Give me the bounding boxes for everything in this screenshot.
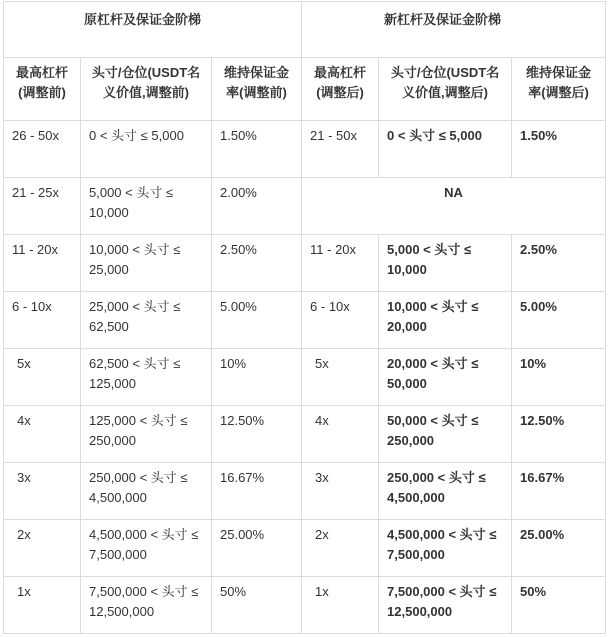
new-position-cell: 20,000 < 头寸 ≤ 50,000	[379, 349, 512, 406]
orig-leverage-cell: 11 - 20x	[4, 235, 81, 292]
orig-leverage-cell: 4x	[4, 406, 81, 463]
new-leverage-cell: 3x	[302, 463, 379, 520]
new-leverage-cell: 6 - 10x	[302, 292, 379, 349]
orig-margin-cell: 2.50%	[212, 235, 302, 292]
orig-margin-cell: 16.67%	[212, 463, 302, 520]
orig-margin-cell: 5.00%	[212, 292, 302, 349]
table-row	[4, 406, 606, 463]
new-margin-cell: 1.50%	[512, 121, 606, 178]
orig-margin-cell: 12.50%	[212, 406, 302, 463]
new-margin-cell: 25.00%	[512, 520, 606, 577]
new-margin-cell: 10%	[512, 349, 606, 406]
orig-margin-cell: 2.00%	[212, 178, 302, 235]
orig-position-cell: 62,500 < 头寸 ≤ 125,000	[81, 349, 212, 406]
new-position-cell: 50,000 < 头寸 ≤ 250,000	[379, 406, 512, 463]
table-row	[4, 178, 606, 235]
orig-position-cell: 10,000 < 头寸 ≤ 25,000	[81, 235, 212, 292]
table-row	[4, 520, 606, 577]
orig-leverage-cell: 5x	[4, 349, 81, 406]
header-orig-position: 头寸/仓位(USDT名义价值,调整前)	[81, 58, 212, 121]
column-header-row	[4, 58, 606, 121]
new-leverage-cell: 2x	[302, 520, 379, 577]
orig-leverage-cell: 1x	[4, 577, 81, 634]
orig-leverage-cell: 2x	[4, 520, 81, 577]
new-leverage-cell: 4x	[302, 406, 379, 463]
orig-margin-cell: 1.50%	[212, 121, 302, 178]
new-leverage-cell: 5x	[302, 349, 379, 406]
orig-position-cell: 0 < 头寸 ≤ 5,000	[81, 121, 212, 178]
leverage-margin-table	[3, 1, 606, 634]
orig-position-cell: 25,000 < 头寸 ≤ 62,500	[81, 292, 212, 349]
orig-margin-cell: 50%	[212, 577, 302, 634]
original-group-title: 原杠杆及保证金阶梯	[84, 12, 202, 27]
new-group-title: 新杠杆及保证金阶梯	[384, 12, 502, 27]
header-new-margin: 维持保证金率(调整后)	[512, 58, 606, 121]
orig-margin-cell: 10%	[212, 349, 302, 406]
new-leverage-cell: 1x	[302, 577, 379, 634]
new-na-cell: NA	[302, 178, 606, 235]
new-margin-cell: 12.50%	[512, 406, 606, 463]
new-margin-cell: 2.50%	[512, 235, 606, 292]
header-orig-margin: 维持保证金率(调整前)	[212, 58, 302, 121]
table-row	[4, 577, 606, 634]
orig-margin-cell: 25.00%	[212, 520, 302, 577]
new-position-cell: 10,000 < 头寸 ≤ 20,000	[379, 292, 512, 349]
table-row	[4, 235, 606, 292]
table-row	[4, 121, 606, 178]
new-position-cell: 4,500,000 < 头寸 ≤ 7,500,000	[379, 520, 512, 577]
header-orig-leverage: 最高杠杆(调整前)	[4, 58, 81, 121]
new-margin-cell: 50%	[512, 577, 606, 634]
orig-leverage-cell: 26 - 50x	[4, 121, 81, 178]
orig-position-cell: 5,000 < 头寸 ≤ 10,000	[81, 178, 212, 235]
new-margin-cell: 5.00%	[512, 292, 606, 349]
orig-position-cell: 250,000 < 头寸 ≤ 4,500,000	[81, 463, 212, 520]
new-position-cell: 0 < 头寸 ≤ 5,000	[379, 121, 512, 178]
new-leverage-cell: 11 - 20x	[302, 235, 379, 292]
new-leverage-cell: 21 - 50x	[302, 121, 379, 178]
table-row	[4, 463, 606, 520]
new-group-header	[302, 2, 606, 58]
orig-position-cell: 125,000 < 头寸 ≤ 250,000	[81, 406, 212, 463]
orig-position-cell: 4,500,000 < 头寸 ≤ 7,500,000	[81, 520, 212, 577]
orig-leverage-cell: 6 - 10x	[4, 292, 81, 349]
orig-position-cell: 7,500,000 < 头寸 ≤ 12,500,000	[81, 577, 212, 634]
table-row	[4, 292, 606, 349]
new-margin-cell: 16.67%	[512, 463, 606, 520]
orig-leverage-cell: 21 - 25x	[4, 178, 81, 235]
new-position-cell: 5,000 < 头寸 ≤ 10,000	[379, 235, 512, 292]
header-new-position: 头寸/仓位(USDT名义价值,调整后)	[379, 58, 512, 121]
new-position-cell: 7,500,000 < 头寸 ≤ 12,500,000	[379, 577, 512, 634]
orig-leverage-cell: 3x	[4, 463, 81, 520]
table-row	[4, 349, 606, 406]
header-new-leverage: 最高杠杆(调整后)	[302, 58, 379, 121]
new-position-cell: 250,000 < 头寸 ≤ 4,500,000	[379, 463, 512, 520]
original-group-header	[4, 2, 302, 58]
group-header-row	[4, 2, 606, 58]
